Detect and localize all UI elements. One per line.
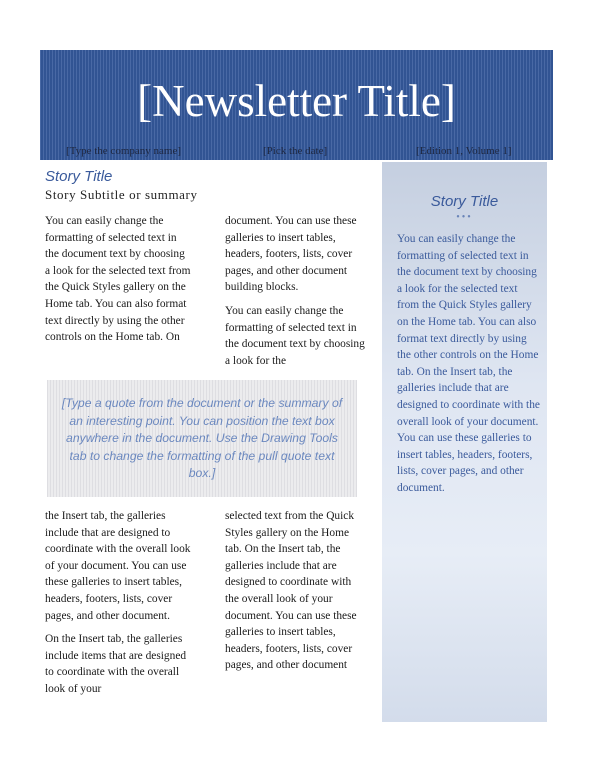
sidebar-panel[interactable]: [382, 162, 547, 722]
story-column-2-bottom[interactable]: [225, 508, 365, 681]
story-paragraph: On the Insert tab, the galleries include items that are designed to coordinate with the overall look of your: [45, 633, 187, 695]
company-name-field[interactable]: [Type the company name]: [66, 145, 181, 157]
story-column-1-top[interactable]: [45, 213, 191, 353]
story-paragraph: the Insert tab, the galleries include that are designed to coordinate with the overall look of your document. You can use these galleries to insert tables, headers, footers, lists, cover pages, and other document.: [45, 510, 191, 622]
story-paragraph: selected text from the Quick Styles gallery on the Home tab. On the Insert tab, the galleries include that are designed to coordinate with the overall look of your document. You can use these galleries to insert tables, headers, footers, lists, cover pages, and other document: [225, 510, 357, 672]
sidebar-story-body[interactable]: You can easily change the formatting of selected text in the document text by choosing a look for the selected text from the Quick Styles gallery on the Home tab. You can also format text directly by using the other controls on the Home tab. On the Insert tab, the galleries include that are designed to coordinate with the overall look of your document. You can use these galleries to insert tables, headers, footers, lists, cover pages, and other document.: [397, 233, 540, 494]
sidebar-story-title[interactable]: Story Title: [430, 193, 499, 210]
pull-quote-text: [Type a quote from the document or the summary of an interesting point. You can position the text box anywhere in the document. Use the Drawing Tools tab to change the formatting of the pull quote text box.]: [61, 396, 343, 481]
pull-quote-box[interactable]: [47, 380, 357, 497]
newsletter-title[interactable]: [Newsletter Title]: [137, 76, 456, 126]
story-paragraph: document. You can use these galleries to insert tables, headers, footers, lists, cover pages, and other document building blocks.: [225, 215, 357, 294]
edition-field[interactable]: [Edition 1, Volume 1]: [416, 145, 512, 157]
date-field[interactable]: [Pick the date]: [263, 145, 328, 157]
story-paragraph: You can easily change the formatting of selected text in the document text by choosing a look for the selected text from the Quick Styles gallery on the Home tab. You can also format text directly by using the other controls on the Home tab. On: [45, 215, 191, 344]
story-subtitle[interactable]: Story Subtitle or summary: [45, 187, 198, 202]
sidebar-divider-dots: •••: [456, 212, 473, 223]
story-column-2-top[interactable]: [225, 213, 365, 376]
newsletter-banner: [40, 50, 553, 160]
story-paragraph: You can easily change the formatting of selected text in the document text by choosing a look for the: [225, 304, 365, 367]
story-title[interactable]: Story Title: [45, 168, 113, 185]
story-column-1-bottom[interactable]: [45, 508, 193, 705]
